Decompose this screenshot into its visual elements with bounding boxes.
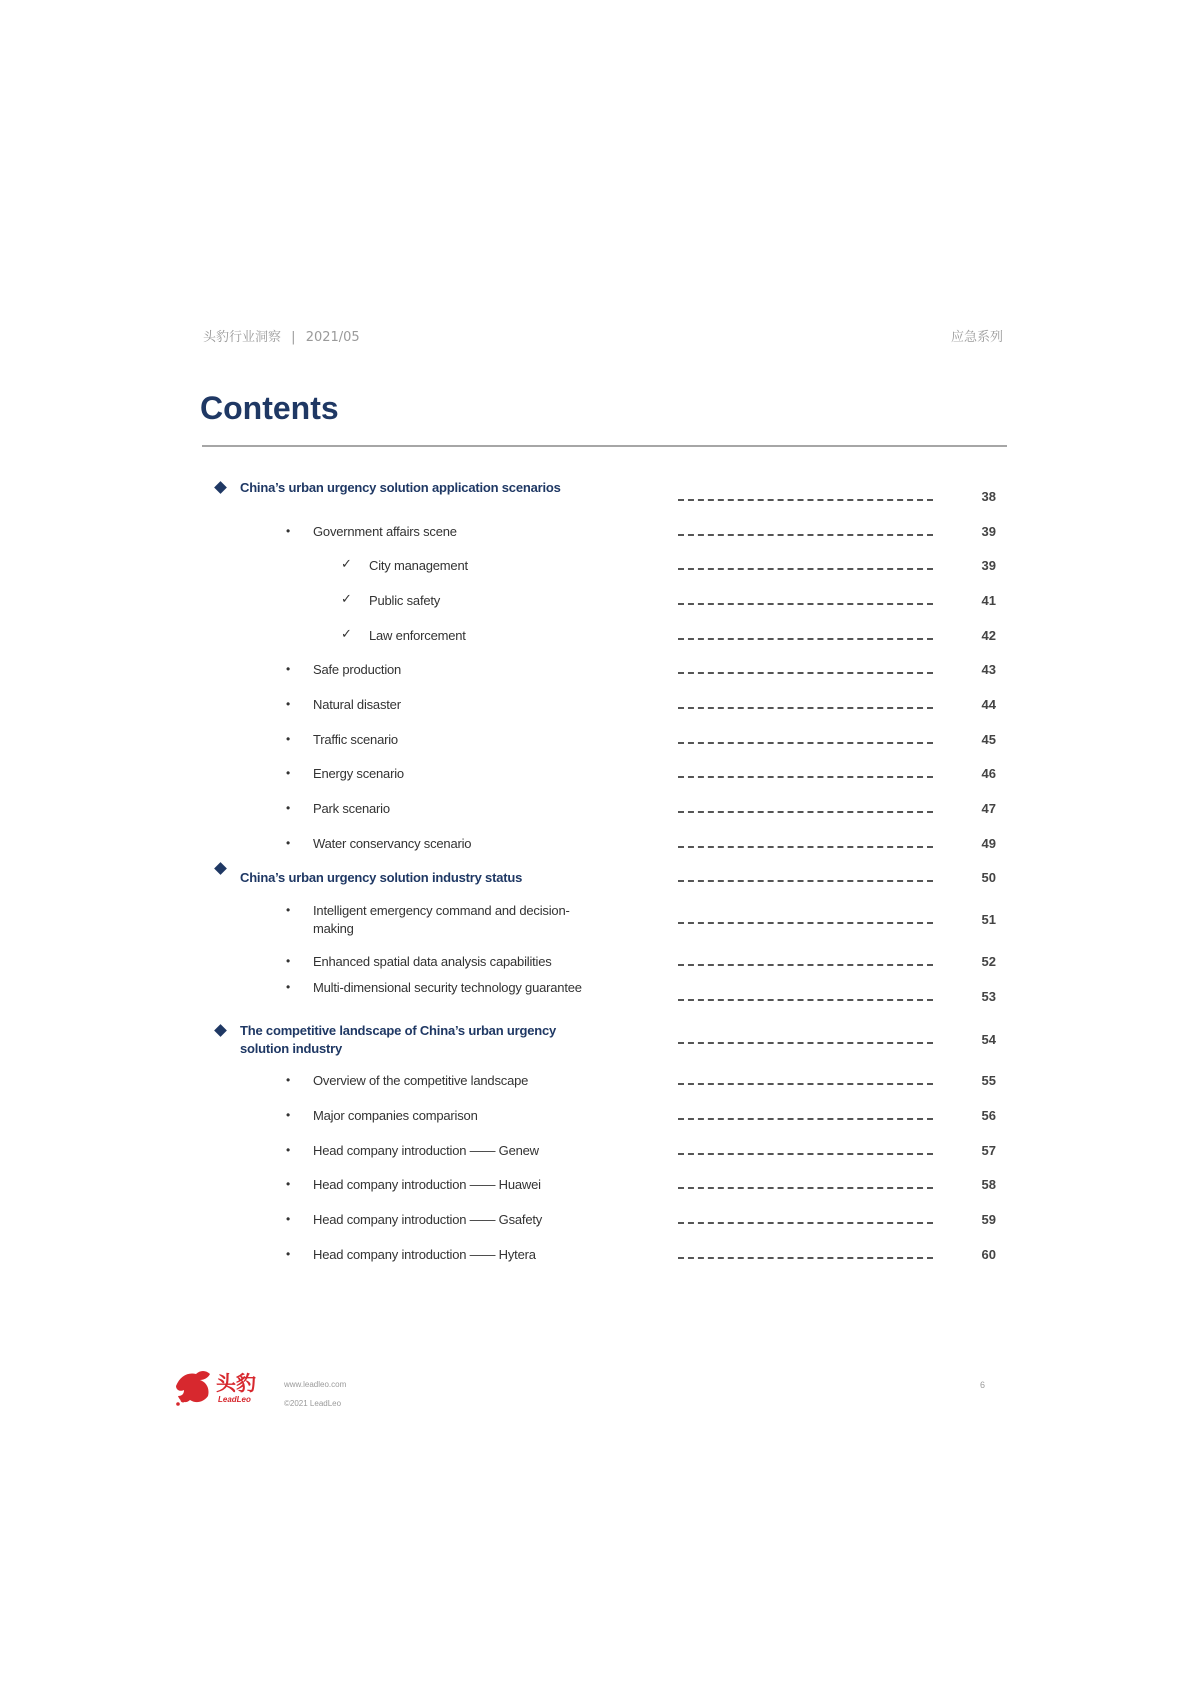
toc-entry-label: Park scenario [313, 801, 390, 816]
toc-page-number: 56 [981, 1108, 996, 1123]
toc-page-number: 39 [981, 558, 996, 573]
checkmark-icon: ✓ [341, 591, 352, 606]
dotted-leader [678, 880, 933, 882]
toc-entry-label: Head company introduction —— Huawei [313, 1177, 541, 1192]
footer-copyright: ©2021 LeadLeo [284, 1399, 342, 1408]
dotted-leader [678, 1083, 933, 1085]
bullet-icon: • [286, 1177, 291, 1191]
logo-en-text: LeadLeo [218, 1395, 251, 1404]
toc-entry-label: Head company introduction —— Genew [313, 1143, 539, 1158]
toc-page-number: 52 [981, 954, 996, 969]
bullet-icon: • [286, 732, 291, 746]
toc-entry-label: Natural disaster [313, 697, 401, 712]
dotted-leader [678, 1042, 933, 1044]
dotted-leader [678, 568, 933, 570]
dotted-leader [678, 707, 933, 709]
toc-entry-label: China’s urban urgency solution industry status [240, 870, 523, 885]
dotted-leader [678, 672, 933, 674]
toc-page-number: 50 [981, 870, 996, 885]
toc-entry-label: Enhanced spatial data analysis capabilities [313, 954, 552, 969]
toc-page-number: 41 [981, 593, 996, 608]
dotted-leader [678, 1118, 933, 1120]
bullet-icon: • [286, 1143, 291, 1157]
dotted-leader [678, 922, 933, 924]
toc-entry-label: Law enforcement [369, 628, 466, 643]
toc-entry-label: Multi-dimensional security technology guarantee [313, 980, 582, 995]
bullet-icon: • [286, 903, 291, 917]
toc-entry-label: Head company introduction —— Gsafety [313, 1212, 543, 1227]
dotted-leader [678, 638, 933, 640]
diamond-bullet-icon [214, 481, 227, 494]
toc-page-number: 49 [981, 836, 996, 851]
toc-entry-label: Traffic scenario [313, 732, 398, 747]
toc-page-number: 38 [981, 489, 996, 504]
toc-entry-label: Public safety [369, 593, 441, 608]
bullet-icon: • [286, 697, 291, 711]
dotted-leader [678, 499, 933, 501]
toc-page-number: 55 [981, 1073, 996, 1088]
toc-entry-label: Major companies comparison [313, 1108, 478, 1123]
dotted-leader [678, 964, 933, 966]
diamond-bullet-icon [214, 862, 227, 875]
toc-entry-label: Safe production [313, 662, 402, 677]
toc-page-number: 47 [981, 801, 996, 816]
dotted-leader [678, 811, 933, 813]
dotted-leader [678, 1153, 933, 1155]
toc-page-number: 43 [981, 662, 996, 677]
toc-entry-label: Energy scenario [313, 766, 404, 781]
header-report-name: 头豹行业洞察 [203, 330, 282, 345]
dotted-leader [678, 742, 933, 744]
header-date: 2021/05 [305, 330, 360, 345]
toc-entry-label: Water conservancy scenario [313, 836, 472, 851]
bullet-icon: • [286, 801, 291, 815]
dotted-leader [678, 1222, 933, 1224]
dotted-leader [678, 1187, 933, 1189]
toc-page-number: 39 [981, 524, 996, 539]
logo-cn-text: 头豹 [216, 1371, 256, 1395]
toc-entry-label: Government affairs scene [313, 524, 457, 539]
toc-page-number: 54 [981, 1032, 996, 1047]
bullet-icon: • [286, 954, 291, 968]
header-separator: | [291, 330, 296, 345]
bullet-icon: • [286, 980, 291, 994]
dotted-leader [678, 603, 933, 605]
bullet-icon: • [286, 1073, 291, 1087]
toc-page-number: 42 [981, 628, 996, 643]
bullet-icon: • [286, 766, 291, 780]
toc-entry-label: City management [369, 558, 468, 573]
checkmark-icon: ✓ [341, 556, 352, 571]
footer-page-number: 6 [980, 1380, 986, 1390]
toc-page-number: 44 [981, 697, 996, 712]
bullet-icon: • [286, 524, 291, 538]
dotted-leader [678, 776, 933, 778]
dotted-leader [678, 1257, 933, 1259]
toc-page-number: 51 [981, 912, 996, 927]
toc-entry-label: Head company introduction —— Hytera [313, 1247, 536, 1262]
header-series: 应急系列 [950, 330, 1003, 345]
dotted-leader [678, 999, 933, 1001]
toc-page-number: 46 [981, 766, 996, 781]
bullet-icon: • [286, 1212, 291, 1226]
toc-page-number: 53 [981, 989, 996, 1004]
page-title: Contents [200, 390, 339, 426]
toc-page-number: 59 [981, 1212, 996, 1227]
bullet-icon: • [286, 1108, 291, 1122]
diamond-bullet-icon [214, 1024, 227, 1037]
dotted-leader [678, 846, 933, 848]
toc-entry-label: Overview of the competitive landscape [313, 1073, 529, 1088]
toc-page-number: 58 [981, 1177, 996, 1192]
toc-entry-label: The competitive landscape of China’s urban urgency solution industry [240, 1023, 557, 1056]
toc-entry-label: Intelligent emergency command and decision-making [313, 903, 570, 936]
toc-entry-label: China’s urban urgency solution application scenarios [240, 480, 561, 495]
footer-website: www.leadleo.com [284, 1380, 347, 1389]
bullet-icon: • [286, 662, 291, 676]
dotted-leader [678, 534, 933, 536]
toc-page-number: 57 [981, 1143, 996, 1158]
checkmark-icon: ✓ [341, 626, 352, 641]
bullet-icon: • [286, 1247, 291, 1261]
toc-page-number: 60 [981, 1247, 996, 1262]
leadleo-logo [174, 1366, 274, 1408]
bullet-icon: • [286, 836, 291, 850]
toc-page-number: 45 [981, 732, 996, 747]
